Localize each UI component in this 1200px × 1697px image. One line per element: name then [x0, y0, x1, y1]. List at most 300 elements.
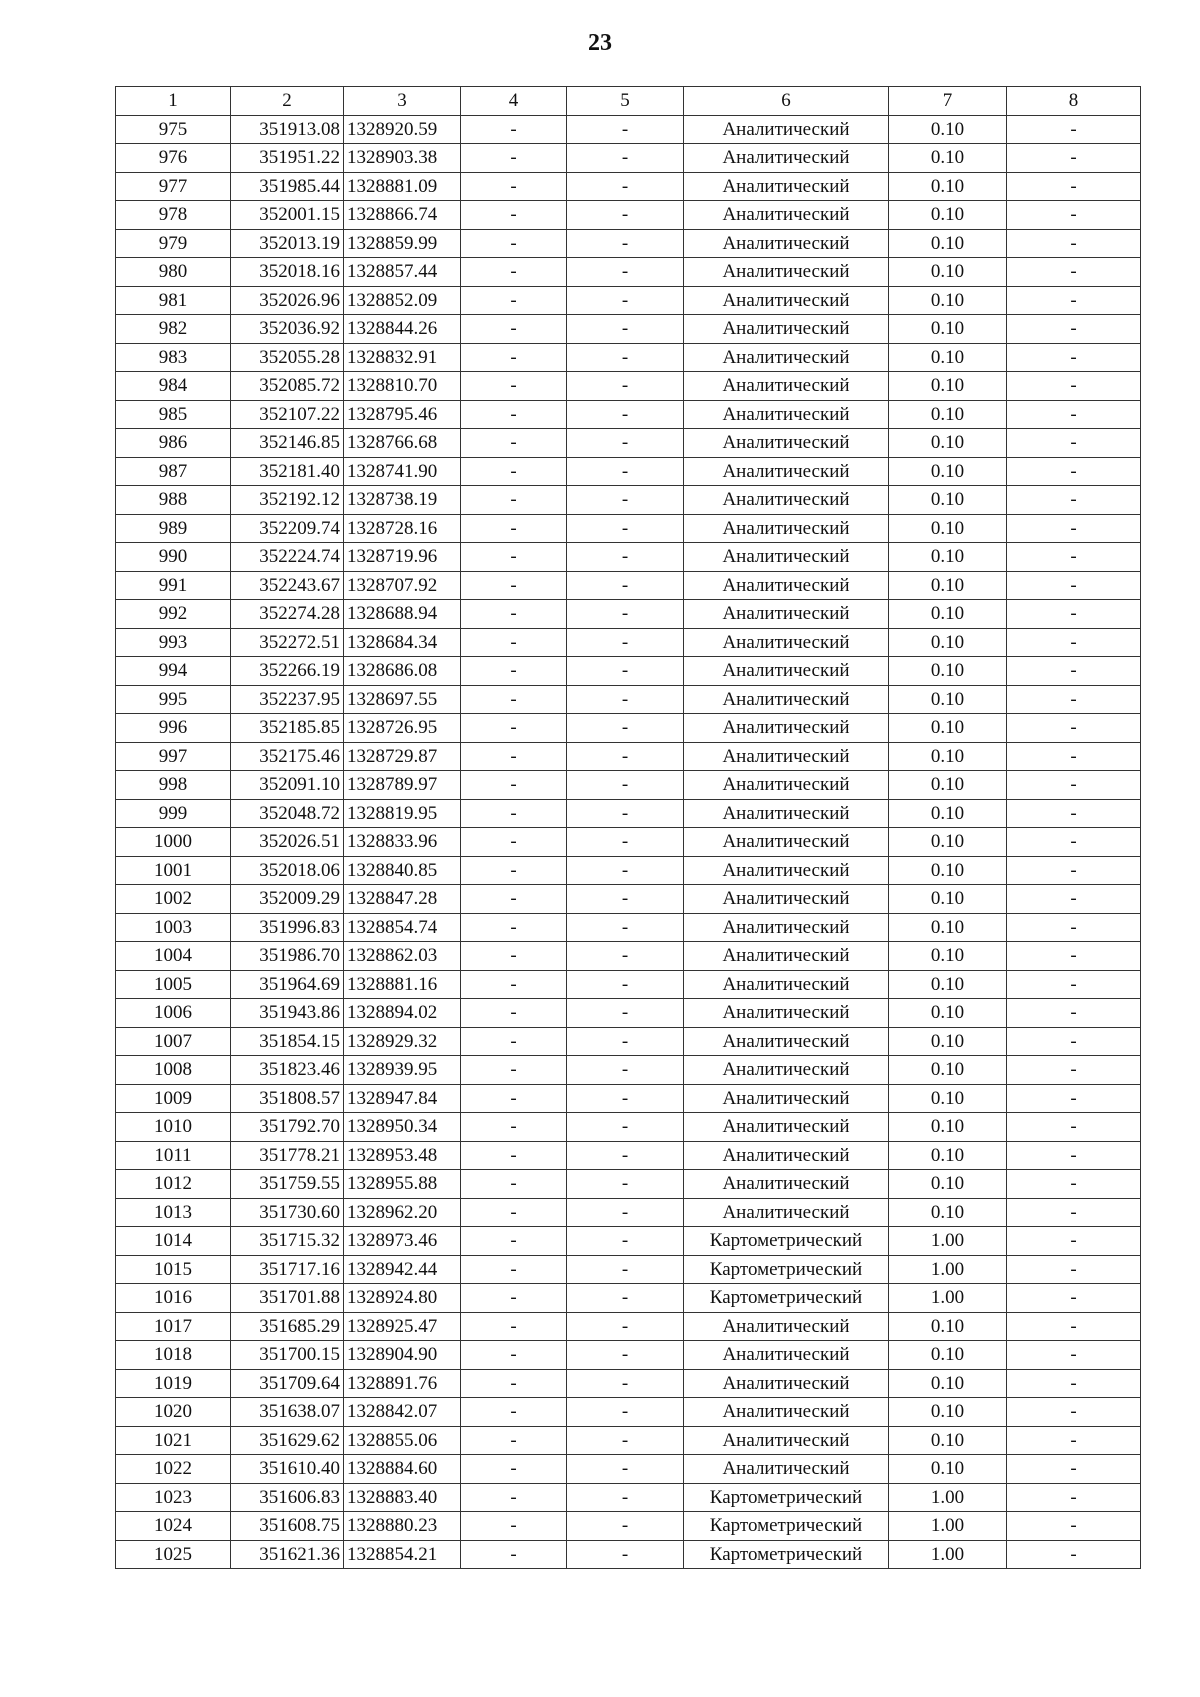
table-row: [116, 1227, 1141, 1256]
table-header-row: [116, 87, 1141, 116]
x-coordinate-cell: 352018.16: [231, 258, 344, 287]
table-row: [116, 457, 1141, 486]
method-cell: Картометрический: [684, 1227, 889, 1256]
table-row: [116, 600, 1141, 629]
col5-cell: -: [567, 343, 684, 372]
y-coordinate-cell: 1328883.40: [344, 1483, 461, 1512]
col8-cell: -: [1007, 885, 1141, 914]
col4-cell: -: [461, 258, 567, 287]
y-coordinate-cell: 1328741.90: [344, 457, 461, 486]
point-number-cell: 999: [116, 799, 231, 828]
col8-cell: -: [1007, 1455, 1141, 1484]
point-number-cell: 1020: [116, 1398, 231, 1427]
x-coordinate-cell: 351608.75: [231, 1512, 344, 1541]
column-header-7: 7: [889, 87, 1007, 116]
column-header-8: 8: [1007, 87, 1141, 116]
point-number-cell: 1012: [116, 1170, 231, 1199]
col5-cell: -: [567, 685, 684, 714]
method-cell: Аналитический: [684, 771, 889, 800]
col5-cell: -: [567, 543, 684, 572]
table-row: [116, 144, 1141, 173]
table-row: [116, 1312, 1141, 1341]
col5-cell: -: [567, 571, 684, 600]
x-coordinate-cell: 352224.74: [231, 543, 344, 572]
col5-cell: -: [567, 999, 684, 1028]
method-cell: Аналитический: [684, 172, 889, 201]
point-number-cell: 1004: [116, 942, 231, 971]
table-row: [116, 1027, 1141, 1056]
col8-cell: -: [1007, 913, 1141, 942]
table-row: [116, 315, 1141, 344]
x-coordinate-cell: 352048.72: [231, 799, 344, 828]
y-coordinate-cell: 1328881.09: [344, 172, 461, 201]
point-number-cell: 985: [116, 400, 231, 429]
col5-cell: -: [567, 429, 684, 458]
x-coordinate-cell: 352243.67: [231, 571, 344, 600]
col8-cell: -: [1007, 1113, 1141, 1142]
method-cell: Аналитический: [684, 457, 889, 486]
accuracy-cell: 0.10: [889, 172, 1007, 201]
accuracy-cell: 0.10: [889, 1312, 1007, 1341]
col8-cell: -: [1007, 799, 1141, 828]
col8-cell: -: [1007, 714, 1141, 743]
y-coordinate-cell: 1328894.02: [344, 999, 461, 1028]
col4-cell: -: [461, 286, 567, 315]
x-coordinate-cell: 352209.74: [231, 514, 344, 543]
y-coordinate-cell: 1328942.44: [344, 1255, 461, 1284]
accuracy-cell: 0.10: [889, 115, 1007, 144]
col8-cell: -: [1007, 942, 1141, 971]
col4-cell: -: [461, 1455, 567, 1484]
col5-cell: -: [567, 457, 684, 486]
x-coordinate-cell: 351964.69: [231, 970, 344, 999]
point-number-cell: 1010: [116, 1113, 231, 1142]
table-row: [116, 685, 1141, 714]
method-cell: Аналитический: [684, 201, 889, 230]
col4-cell: -: [461, 1540, 567, 1569]
x-coordinate-cell: 352175.46: [231, 742, 344, 771]
col4-cell: -: [461, 685, 567, 714]
col4-cell: -: [461, 343, 567, 372]
accuracy-cell: 0.10: [889, 258, 1007, 287]
col4-cell: -: [461, 1369, 567, 1398]
col8-cell: -: [1007, 1056, 1141, 1085]
point-number-cell: 1018: [116, 1341, 231, 1370]
y-coordinate-cell: 1328854.21: [344, 1540, 461, 1569]
table-row: [116, 571, 1141, 600]
method-cell: Картометрический: [684, 1255, 889, 1284]
point-number-cell: 1013: [116, 1198, 231, 1227]
col8-cell: -: [1007, 1341, 1141, 1370]
method-cell: Аналитический: [684, 685, 889, 714]
method-cell: Аналитический: [684, 657, 889, 686]
y-coordinate-cell: 1328862.03: [344, 942, 461, 971]
accuracy-cell: 0.10: [889, 1056, 1007, 1085]
col8-cell: -: [1007, 172, 1141, 201]
y-coordinate-cell: 1328955.88: [344, 1170, 461, 1199]
accuracy-cell: 0.10: [889, 144, 1007, 173]
point-number-cell: 1019: [116, 1369, 231, 1398]
col5-cell: -: [567, 628, 684, 657]
x-coordinate-cell: 352266.19: [231, 657, 344, 686]
table-row: [116, 1398, 1141, 1427]
table-row: [116, 115, 1141, 144]
y-coordinate-cell: 1328795.46: [344, 400, 461, 429]
col8-cell: -: [1007, 1141, 1141, 1170]
y-coordinate-cell: 1328833.96: [344, 828, 461, 857]
method-cell: Аналитический: [684, 1113, 889, 1142]
y-coordinate-cell: 1328719.96: [344, 543, 461, 572]
x-coordinate-cell: 351701.88: [231, 1284, 344, 1313]
point-number-cell: 994: [116, 657, 231, 686]
point-number-cell: 979: [116, 229, 231, 258]
method-cell: Аналитический: [684, 1341, 889, 1370]
method-cell: Аналитический: [684, 514, 889, 543]
table-row: [116, 1170, 1141, 1199]
y-coordinate-cell: 1328697.55: [344, 685, 461, 714]
method-cell: Аналитический: [684, 942, 889, 971]
accuracy-cell: 0.10: [889, 429, 1007, 458]
y-coordinate-cell: 1328789.97: [344, 771, 461, 800]
accuracy-cell: 0.10: [889, 457, 1007, 486]
x-coordinate-cell: 351943.86: [231, 999, 344, 1028]
col5-cell: -: [567, 714, 684, 743]
point-number-cell: 977: [116, 172, 231, 201]
method-cell: Аналитический: [684, 1141, 889, 1170]
x-coordinate-cell: 351717.16: [231, 1255, 344, 1284]
col8-cell: -: [1007, 429, 1141, 458]
table-row: [116, 970, 1141, 999]
accuracy-cell: 0.10: [889, 229, 1007, 258]
point-number-cell: 992: [116, 600, 231, 629]
col8-cell: -: [1007, 1483, 1141, 1512]
col4-cell: -: [461, 486, 567, 515]
y-coordinate-cell: 1328840.85: [344, 856, 461, 885]
x-coordinate-cell: 352146.85: [231, 429, 344, 458]
col8-cell: -: [1007, 828, 1141, 857]
table-row: [116, 657, 1141, 686]
col8-cell: -: [1007, 286, 1141, 315]
col5-cell: -: [567, 201, 684, 230]
table-row: [116, 1512, 1141, 1541]
method-cell: Аналитический: [684, 229, 889, 258]
method-cell: Аналитический: [684, 885, 889, 914]
col4-cell: -: [461, 1198, 567, 1227]
point-number-cell: 990: [116, 543, 231, 572]
col5-cell: -: [567, 885, 684, 914]
y-coordinate-cell: 1328904.90: [344, 1341, 461, 1370]
col8-cell: -: [1007, 1398, 1141, 1427]
col5-cell: -: [567, 486, 684, 515]
method-cell: Аналитический: [684, 144, 889, 173]
col5-cell: -: [567, 828, 684, 857]
x-coordinate-cell: 352272.51: [231, 628, 344, 657]
accuracy-cell: 0.10: [889, 315, 1007, 344]
y-coordinate-cell: 1328891.76: [344, 1369, 461, 1398]
accuracy-cell: 0.10: [889, 714, 1007, 743]
col4-cell: -: [461, 657, 567, 686]
point-number-cell: 984: [116, 372, 231, 401]
y-coordinate-cell: 1328950.34: [344, 1113, 461, 1142]
table-row: [116, 999, 1141, 1028]
col8-cell: -: [1007, 400, 1141, 429]
x-coordinate-cell: 352192.12: [231, 486, 344, 515]
accuracy-cell: 0.10: [889, 999, 1007, 1028]
col4-cell: -: [461, 543, 567, 572]
method-cell: Аналитический: [684, 543, 889, 572]
col4-cell: -: [461, 628, 567, 657]
point-number-cell: 1003: [116, 913, 231, 942]
table-row: [116, 1198, 1141, 1227]
col4-cell: -: [461, 999, 567, 1028]
table-row: [116, 201, 1141, 230]
accuracy-cell: 0.10: [889, 372, 1007, 401]
y-coordinate-cell: 1328842.07: [344, 1398, 461, 1427]
method-cell: Аналитический: [684, 400, 889, 429]
accuracy-cell: 0.10: [889, 1170, 1007, 1199]
point-number-cell: 1014: [116, 1227, 231, 1256]
col5-cell: -: [567, 600, 684, 629]
y-coordinate-cell: 1328924.80: [344, 1284, 461, 1313]
point-number-cell: 991: [116, 571, 231, 600]
col8-cell: -: [1007, 514, 1141, 543]
method-cell: Аналитический: [684, 799, 889, 828]
col8-cell: -: [1007, 628, 1141, 657]
col5-cell: -: [567, 657, 684, 686]
y-coordinate-cell: 1328884.60: [344, 1455, 461, 1484]
point-number-cell: 976: [116, 144, 231, 173]
col4-cell: -: [461, 1398, 567, 1427]
point-number-cell: 1023: [116, 1483, 231, 1512]
accuracy-cell: 0.10: [889, 600, 1007, 629]
col4-cell: -: [461, 942, 567, 971]
x-coordinate-cell: 352085.72: [231, 372, 344, 401]
col8-cell: -: [1007, 343, 1141, 372]
accuracy-cell: 0.10: [889, 571, 1007, 600]
col5-cell: -: [567, 400, 684, 429]
col5-cell: -: [567, 315, 684, 344]
point-number-cell: 988: [116, 486, 231, 515]
table-row: [116, 828, 1141, 857]
method-cell: Аналитический: [684, 372, 889, 401]
accuracy-cell: 0.10: [889, 970, 1007, 999]
col4-cell: -: [461, 1483, 567, 1512]
x-coordinate-cell: 351621.36: [231, 1540, 344, 1569]
y-coordinate-cell: 1328953.48: [344, 1141, 461, 1170]
col5-cell: -: [567, 1426, 684, 1455]
x-coordinate-cell: 352018.06: [231, 856, 344, 885]
x-coordinate-cell: 351629.62: [231, 1426, 344, 1455]
col4-cell: -: [461, 1426, 567, 1455]
accuracy-cell: 1.00: [889, 1483, 1007, 1512]
column-header-6: 6: [684, 87, 889, 116]
x-coordinate-cell: 352185.85: [231, 714, 344, 743]
x-coordinate-cell: 351700.15: [231, 1341, 344, 1370]
table-row: [116, 799, 1141, 828]
table-row: [116, 1483, 1141, 1512]
method-cell: Аналитический: [684, 286, 889, 315]
y-coordinate-cell: 1328866.74: [344, 201, 461, 230]
col8-cell: -: [1007, 600, 1141, 629]
accuracy-cell: 0.10: [889, 856, 1007, 885]
col5-cell: -: [567, 229, 684, 258]
table-row: [116, 942, 1141, 971]
method-cell: Картометрический: [684, 1483, 889, 1512]
point-number-cell: 1000: [116, 828, 231, 857]
accuracy-cell: 0.10: [889, 400, 1007, 429]
x-coordinate-cell: 351638.07: [231, 1398, 344, 1427]
method-cell: Аналитический: [684, 343, 889, 372]
col8-cell: -: [1007, 201, 1141, 230]
col4-cell: -: [461, 457, 567, 486]
table-body: [116, 115, 1141, 1569]
method-cell: Аналитический: [684, 258, 889, 287]
col8-cell: -: [1007, 1312, 1141, 1341]
x-coordinate-cell: 352237.95: [231, 685, 344, 714]
col4-cell: -: [461, 885, 567, 914]
point-number-cell: 1007: [116, 1027, 231, 1056]
col4-cell: -: [461, 1056, 567, 1085]
col8-cell: -: [1007, 685, 1141, 714]
table-row: [116, 429, 1141, 458]
col8-cell: -: [1007, 1540, 1141, 1569]
col5-cell: -: [567, 1512, 684, 1541]
col4-cell: -: [461, 1084, 567, 1113]
y-coordinate-cell: 1328728.16: [344, 514, 461, 543]
x-coordinate-cell: 351730.60: [231, 1198, 344, 1227]
accuracy-cell: 1.00: [889, 1284, 1007, 1313]
method-cell: Аналитический: [684, 115, 889, 144]
col8-cell: -: [1007, 543, 1141, 572]
y-coordinate-cell: 1328929.32: [344, 1027, 461, 1056]
x-coordinate-cell: 352107.22: [231, 400, 344, 429]
y-coordinate-cell: 1328857.44: [344, 258, 461, 287]
method-cell: Аналитический: [684, 856, 889, 885]
col5-cell: -: [567, 1255, 684, 1284]
col8-cell: -: [1007, 1284, 1141, 1313]
col8-cell: -: [1007, 372, 1141, 401]
col8-cell: -: [1007, 115, 1141, 144]
col8-cell: -: [1007, 999, 1141, 1028]
column-header-5: 5: [567, 87, 684, 116]
col5-cell: -: [567, 856, 684, 885]
y-coordinate-cell: 1328859.99: [344, 229, 461, 258]
accuracy-cell: 0.10: [889, 1341, 1007, 1370]
x-coordinate-cell: 351808.57: [231, 1084, 344, 1113]
y-coordinate-cell: 1328852.09: [344, 286, 461, 315]
table-row: [116, 1141, 1141, 1170]
y-coordinate-cell: 1328844.26: [344, 315, 461, 344]
x-coordinate-cell: 351778.21: [231, 1141, 344, 1170]
col5-cell: -: [567, 514, 684, 543]
col5-cell: -: [567, 1398, 684, 1427]
col4-cell: -: [461, 1284, 567, 1313]
method-cell: Аналитический: [684, 1398, 889, 1427]
table-row: [116, 286, 1141, 315]
point-number-cell: 1002: [116, 885, 231, 914]
col4-cell: -: [461, 172, 567, 201]
col5-cell: -: [567, 1540, 684, 1569]
col4-cell: -: [461, 1227, 567, 1256]
y-coordinate-cell: 1328925.47: [344, 1312, 461, 1341]
col4-cell: -: [461, 742, 567, 771]
x-coordinate-cell: 351715.32: [231, 1227, 344, 1256]
x-coordinate-cell: 352091.10: [231, 771, 344, 800]
table-row: [116, 856, 1141, 885]
accuracy-cell: 0.10: [889, 486, 1007, 515]
col4-cell: -: [461, 714, 567, 743]
table-row: [116, 486, 1141, 515]
method-cell: Картометрический: [684, 1512, 889, 1541]
table-row: [116, 1056, 1141, 1085]
point-number-cell: 983: [116, 343, 231, 372]
x-coordinate-cell: 351610.40: [231, 1455, 344, 1484]
table-row: [116, 1369, 1141, 1398]
table-row: [116, 1540, 1141, 1569]
table-row: [116, 1426, 1141, 1455]
y-coordinate-cell: 1328729.87: [344, 742, 461, 771]
col4-cell: -: [461, 201, 567, 230]
col4-cell: -: [461, 771, 567, 800]
col5-cell: -: [567, 1170, 684, 1199]
y-coordinate-cell: 1328973.46: [344, 1227, 461, 1256]
col5-cell: -: [567, 258, 684, 287]
accuracy-cell: 0.10: [889, 1398, 1007, 1427]
point-number-cell: 1022: [116, 1455, 231, 1484]
accuracy-cell: 1.00: [889, 1255, 1007, 1284]
table-row: [116, 372, 1141, 401]
col8-cell: -: [1007, 1227, 1141, 1256]
y-coordinate-cell: 1328819.95: [344, 799, 461, 828]
col8-cell: -: [1007, 1170, 1141, 1199]
col4-cell: -: [461, 1512, 567, 1541]
x-coordinate-cell: 351759.55: [231, 1170, 344, 1199]
col5-cell: -: [567, 1483, 684, 1512]
col4-cell: -: [461, 970, 567, 999]
col8-cell: -: [1007, 1198, 1141, 1227]
col4-cell: -: [461, 600, 567, 629]
col4-cell: -: [461, 144, 567, 173]
method-cell: Аналитический: [684, 714, 889, 743]
table-row: [116, 400, 1141, 429]
y-coordinate-cell: 1328832.91: [344, 343, 461, 372]
accuracy-cell: 0.10: [889, 1369, 1007, 1398]
point-number-cell: 1006: [116, 999, 231, 1028]
col5-cell: -: [567, 1312, 684, 1341]
col4-cell: -: [461, 1341, 567, 1370]
method-cell: Картометрический: [684, 1284, 889, 1313]
x-coordinate-cell: 351985.44: [231, 172, 344, 201]
accuracy-cell: 0.10: [889, 942, 1007, 971]
point-number-cell: 975: [116, 115, 231, 144]
table-row: [116, 258, 1141, 287]
col8-cell: -: [1007, 571, 1141, 600]
x-coordinate-cell: 351709.64: [231, 1369, 344, 1398]
x-coordinate-cell: 351823.46: [231, 1056, 344, 1085]
y-coordinate-cell: 1328738.19: [344, 486, 461, 515]
method-cell: Аналитический: [684, 1027, 889, 1056]
accuracy-cell: 0.10: [889, 1113, 1007, 1142]
col5-cell: -: [567, 172, 684, 201]
col4-cell: -: [461, 115, 567, 144]
col5-cell: -: [567, 913, 684, 942]
point-number-cell: 989: [116, 514, 231, 543]
accuracy-cell: 0.10: [889, 885, 1007, 914]
col8-cell: -: [1007, 258, 1141, 287]
point-number-cell: 1005: [116, 970, 231, 999]
col4-cell: -: [461, 429, 567, 458]
accuracy-cell: 0.10: [889, 543, 1007, 572]
